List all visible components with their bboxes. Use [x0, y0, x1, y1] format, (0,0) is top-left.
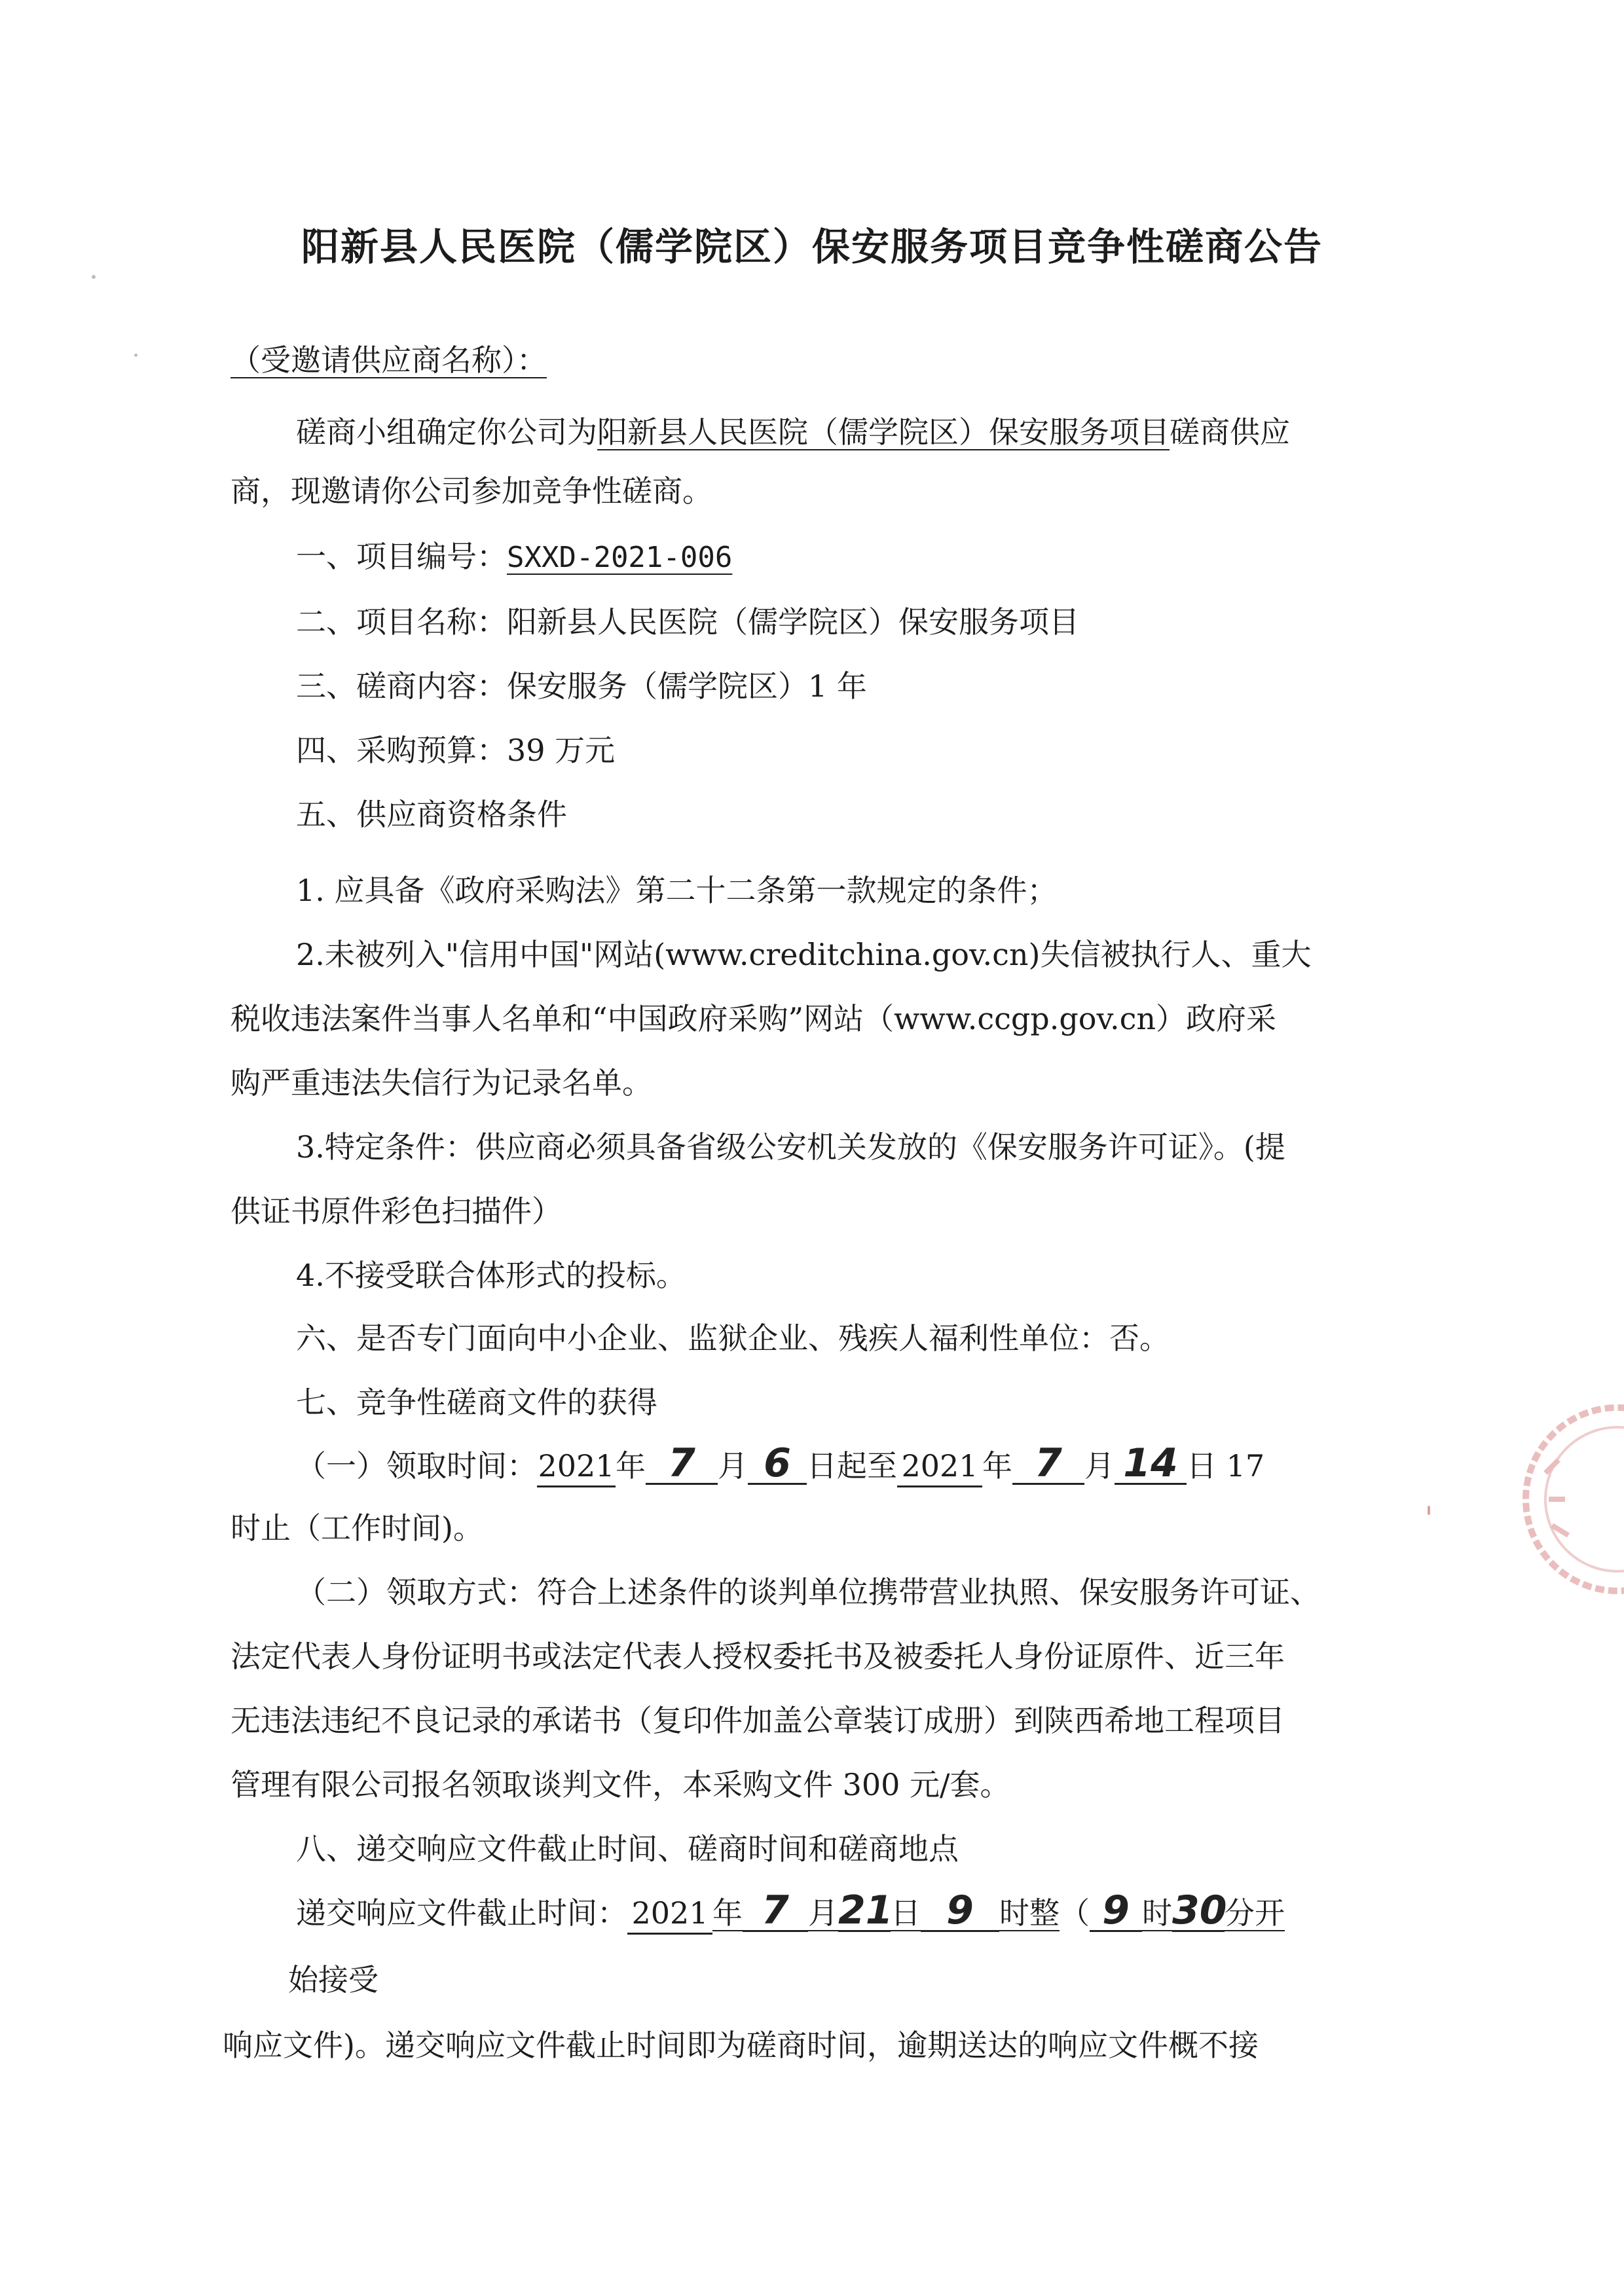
- collect-method-line-3: 无违法违纪不良记录的承诺书（复印件加盖公章装订成册）到陕西希地工程项目: [231, 1703, 1285, 1738]
- collect-start-year-char: 年: [616, 1448, 646, 1484]
- collect-end-day: 14: [1115, 1444, 1187, 1485]
- collect-end-month: 7: [1012, 1444, 1084, 1485]
- collect-end-suffix: 日 17: [1187, 1448, 1265, 1484]
- intro-project-name: 阳新县人民医院（儒学院区）保安服务项目: [597, 414, 1170, 450]
- deadline-start-hour: 9: [1090, 1891, 1142, 1932]
- invitee-line: （受邀请供应商名称）：: [231, 342, 547, 378]
- collect-end-month-char: 月: [1084, 1448, 1115, 1484]
- scan-speck: [134, 354, 138, 357]
- condition-4: 4.不接受联合体形式的投标。: [296, 1258, 686, 1293]
- intro-line-2: 商，现邀请你公司参加竞争性磋商。: [231, 473, 712, 509]
- collect-end-year-char: 年: [982, 1448, 1012, 1484]
- collect-start-year: 2021: [537, 1446, 616, 1487]
- collect-end-year: 2021: [897, 1446, 982, 1487]
- deadline-line-2: 始接受: [288, 1962, 378, 1997]
- official-seal-fragment: [1486, 1401, 1624, 1597]
- deadline-start-min: 30: [1172, 1887, 1227, 1933]
- deadline-line-3: 响应文件)。递交响应文件截止时间即为磋商时间，逾期送达的响应文件概不接: [223, 2028, 1259, 2063]
- item-supplier-qualifications: 五、供应商资格条件: [296, 797, 567, 832]
- condition-2-line-3: 购严重违法失信行为记录名单。: [231, 1065, 652, 1101]
- deadline-year-char: 年: [712, 1895, 743, 1931]
- item-obtain-documents: 七、竞争性磋商文件的获得: [296, 1385, 657, 1420]
- deadline-label: 递交响应文件截止时间：: [296, 1895, 627, 1931]
- condition-1: 1. 应具备《政府采购法》第二十二条第一款规定的条件；: [296, 873, 1058, 908]
- project-number-value: SXXD-2021-006: [507, 541, 733, 574]
- intro-line-1: [296, 411, 1290, 453]
- deadline-hour-char: 时: [1142, 1895, 1172, 1931]
- condition-2-line-1: 2.未被列入"信用中国"网站(www.creditchina.gov.cn)失信被执行人、重大: [296, 937, 1312, 972]
- deadline-day-char: 日: [891, 1895, 921, 1931]
- collect-method-line-4: 管理有限公司报名领取谈判文件，本采购文件 300 元/套。: [231, 1767, 1010, 1802]
- deadline-year: 2021: [627, 1893, 712, 1935]
- scan-speck: [1428, 1506, 1430, 1515]
- collect-time-label: （一）领取时间：: [296, 1448, 537, 1484]
- deadline-line-1: [296, 1887, 1285, 1935]
- item-deadline-heading: 八、递交响应文件截止时间、磋商时间和磋商地点: [296, 1831, 959, 1867]
- collect-start-day: 6: [748, 1444, 807, 1485]
- collect-time-line-2: 时止（工作时间)。: [231, 1510, 483, 1546]
- item-project-name: 二、项目名称：阳新县人民医院（儒学院区）保安服务项目: [296, 604, 1079, 640]
- intro-suffix: 磋商供应: [1170, 414, 1290, 450]
- deadline-day: 21: [838, 1887, 893, 1933]
- collect-method-line-1: （二）领取方式：符合上述条件的谈判单位携带营业执照、保安服务许可证、: [296, 1575, 1320, 1610]
- item-project-number: [296, 536, 732, 579]
- deadline-month-char: 月: [808, 1895, 838, 1931]
- collect-start-month-char: 月: [718, 1448, 748, 1484]
- condition-2-line-2: 税收违法案件当事人名单和“中国政府采购”网站（www.ccgp.gov.cn）政府采: [231, 1001, 1277, 1036]
- condition-3-line-1: 3.特定条件：供应商必须具备省级公安机关发放的《保安服务许可证》。(提: [296, 1129, 1285, 1165]
- item-budget: 四、采购预算：39 万元: [296, 733, 616, 768]
- item1-label: 一、项目编号：: [296, 539, 507, 574]
- document-title: 阳新县人民医院（儒学院区）保安服务项目竞争性磋商公告: [301, 225, 1323, 269]
- condition-3-line-2: 供证书原件彩色扫描件）: [231, 1194, 562, 1229]
- deadline-hour-suffix: 时整: [999, 1895, 1060, 1931]
- deadline-hour: 9: [921, 1891, 999, 1932]
- collect-time-line-1: [296, 1440, 1265, 1487]
- collect-start-suffix: 日起至: [807, 1448, 897, 1484]
- collect-start-month: 7: [646, 1444, 718, 1485]
- item-sme-restriction: 六、是否专门面向中小企业、监狱企业、残疾人福利性单位：否。: [296, 1321, 1170, 1356]
- deadline-open-paren: （: [1060, 1895, 1090, 1931]
- collect-method-line-2: 法定代表人身份证明书或法定代表人授权委托书及被委托人身份证原件、近三年: [231, 1639, 1285, 1674]
- scan-speck: [92, 275, 96, 279]
- deadline-month: 7: [743, 1891, 808, 1932]
- item-consultation-content: 三、磋商内容：保安服务（儒学院区）1 年: [296, 668, 867, 704]
- intro-prefix: 磋商小组确定你公司为: [296, 414, 597, 450]
- deadline-min-suffix: 分开: [1225, 1895, 1285, 1931]
